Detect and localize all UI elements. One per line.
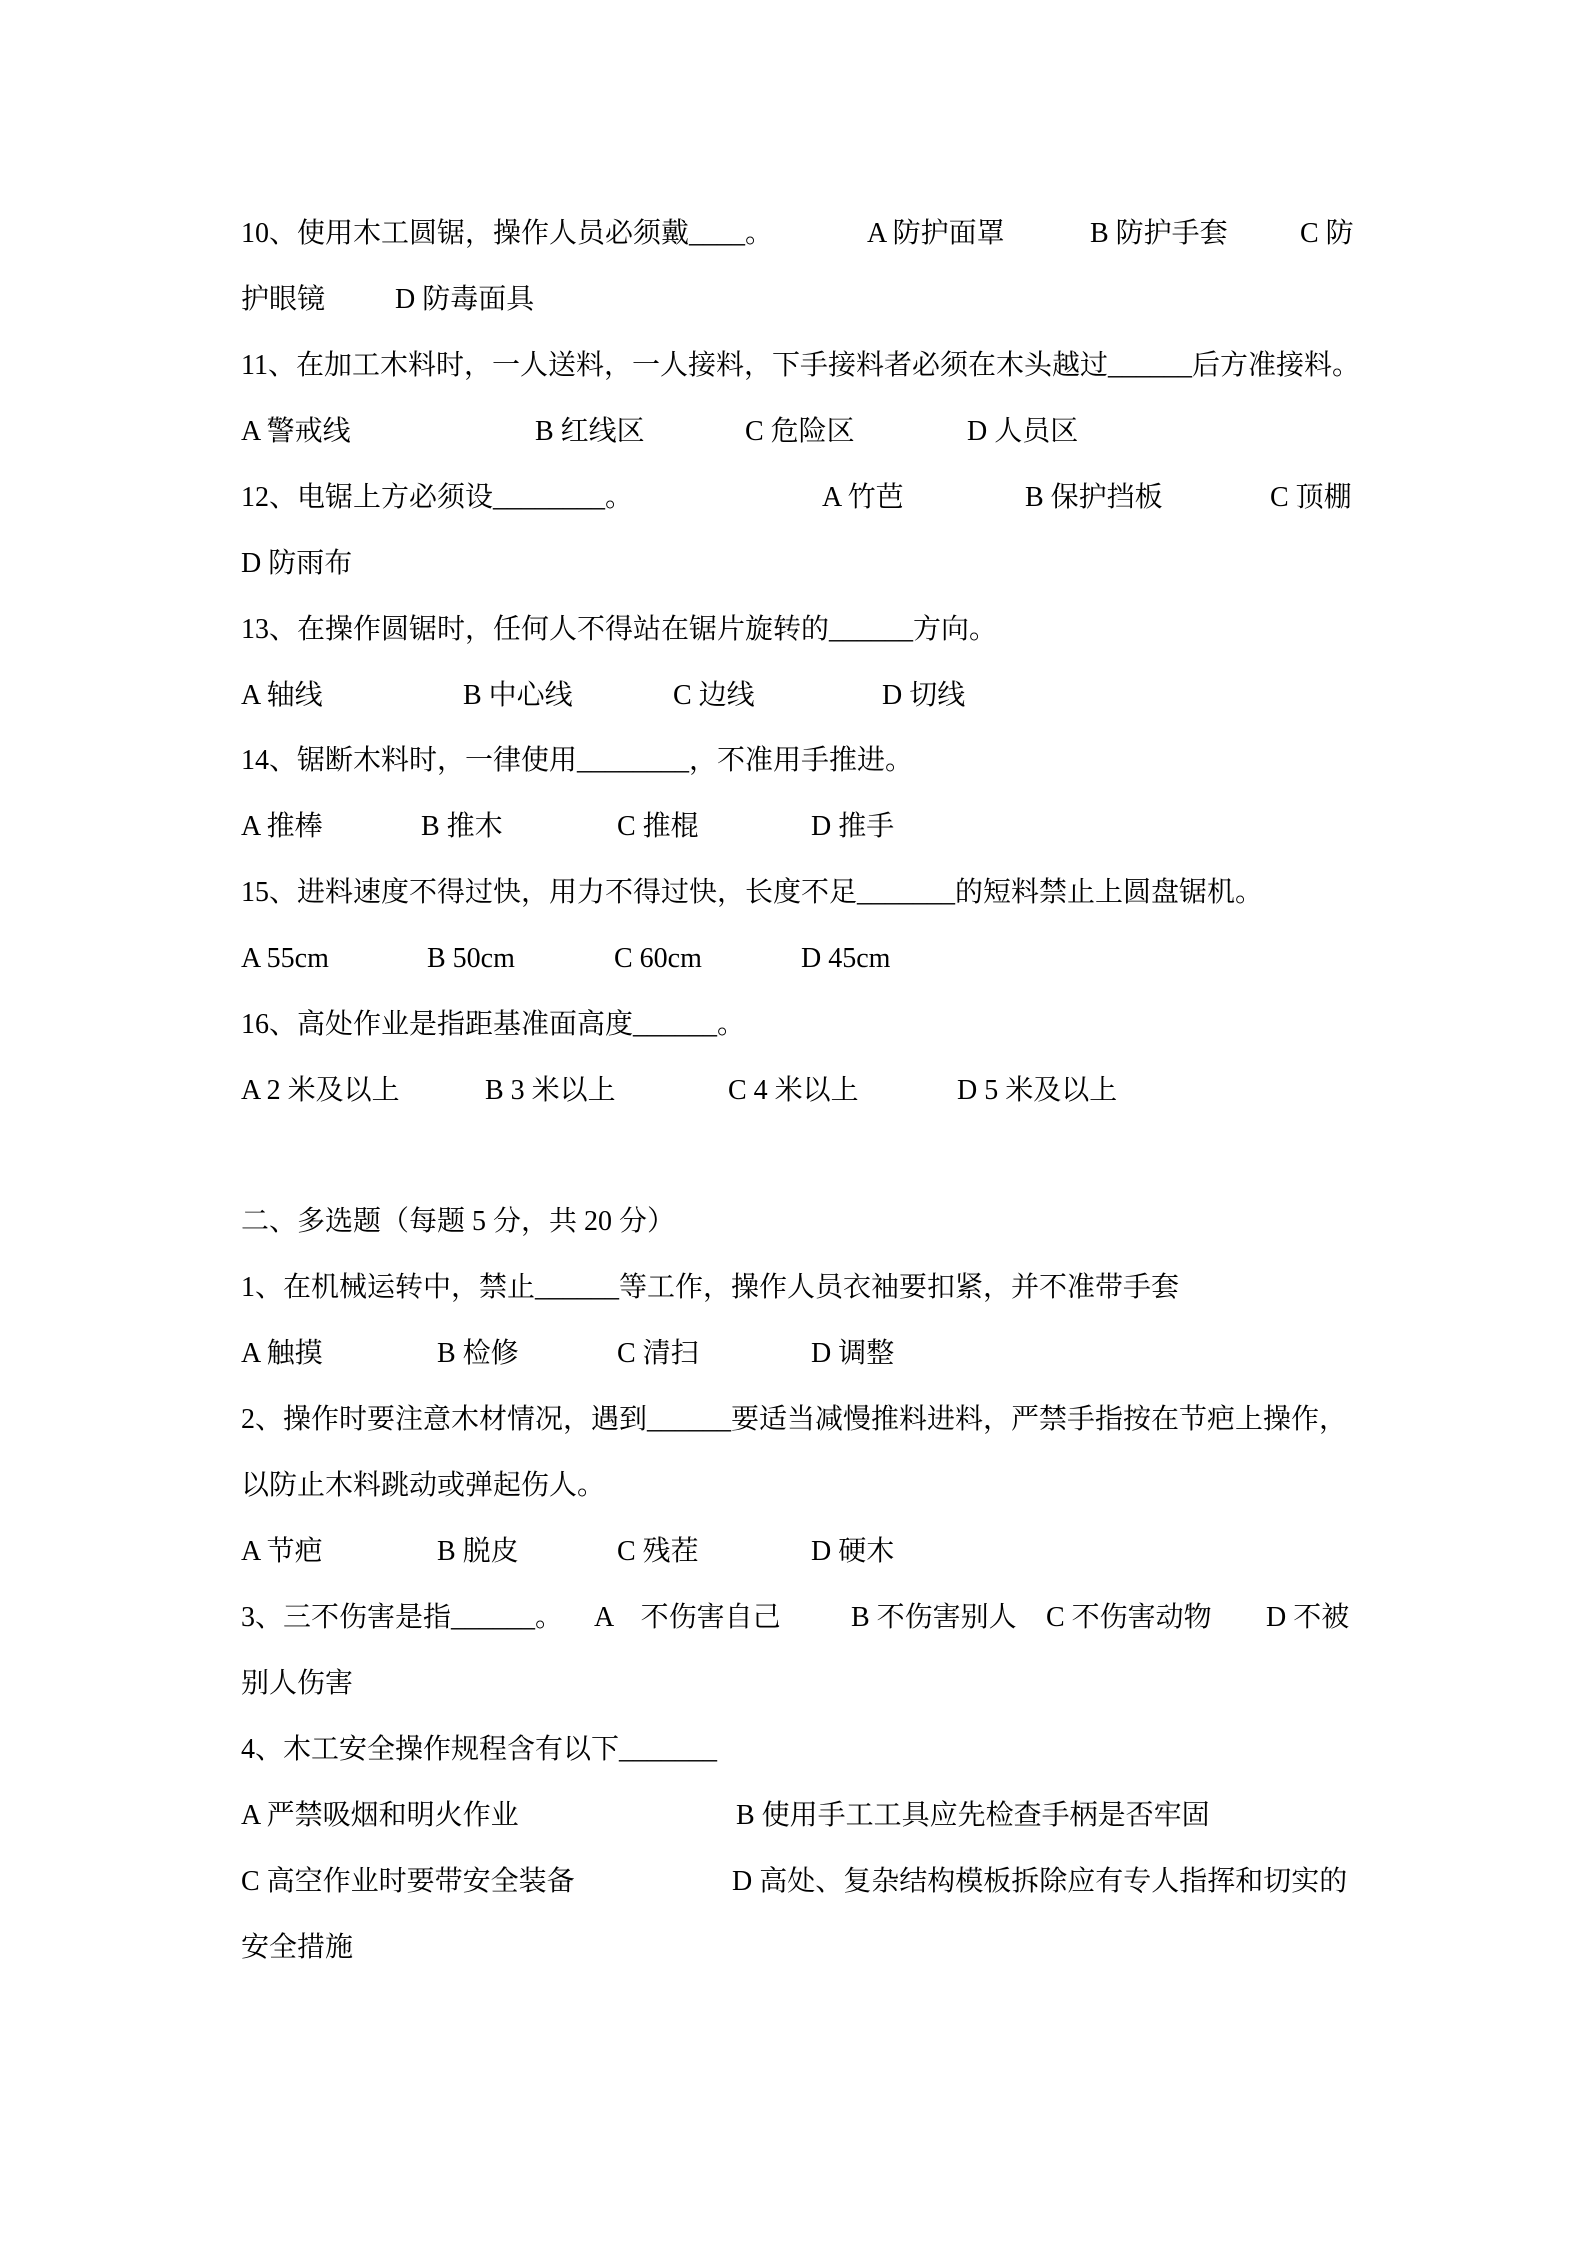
question-16-option-d: D 5 米及以上 [957, 1075, 1118, 1106]
multi-question-3-option-a: A 不伤害自己 [594, 1602, 781, 1633]
question-13-option-c: C 边线 [673, 680, 755, 711]
multi-question-1-option-c: C 清扫 [617, 1338, 699, 1369]
question-14-option-b: B 推木 [421, 811, 503, 842]
question-12-stem: 12、电锯上方必须设________。 [241, 482, 634, 513]
multi-question-4-continuation: 安全措施 [241, 1932, 354, 1963]
question-14-option-a: A 推棒 [241, 811, 323, 842]
question-15-option-b: B 50cm [427, 943, 515, 974]
question-11-option-c: C 危险区 [745, 416, 855, 447]
question-11-option-a: A 警戒线 [241, 416, 351, 447]
question-15-option-a: A 55cm [241, 943, 329, 974]
multi-question-2-stem: 2、操作时要注意木材情况，遇到______要适当减慢推料进料，严禁手指按在节疤上操作， [241, 1404, 1348, 1435]
question-10-option-a: A 防护面罩 [867, 218, 1005, 249]
question-14-option-c: C 推棍 [617, 811, 699, 842]
question-10-option-b: B 防护手套 [1090, 218, 1228, 249]
question-10-option-d: D 防毒面具 [395, 284, 535, 315]
multi-question-3-option-b: B 不伤害别人 [851, 1602, 1017, 1633]
multi-question-3-option-c: C 不伤害动物 [1046, 1602, 1212, 1633]
question-13-option-b: B 中心线 [463, 680, 573, 711]
question-10-option-c: C 防 [1300, 218, 1354, 249]
question-12-option-d: D 防雨布 [241, 548, 353, 579]
question-15-stem: 15、进料速度不得过快，用力不得过快，长度不足_______的短料禁止上圆盘锯机。 [241, 877, 1264, 908]
question-14-stem: 14、锯断木料时，一律使用________，不准用手推进。 [241, 745, 914, 776]
multi-question-2-option-a: A 节疤 [241, 1536, 323, 1567]
question-16-option-c: C 4 米以上 [728, 1075, 859, 1106]
question-12-option-a: A 竹芭 [822, 482, 904, 513]
multi-question-3-stem: 3、三不伤害是指______。 [241, 1602, 564, 1633]
question-13-option-d: D 切线 [882, 680, 966, 711]
question-13-stem: 13、在操作圆锯时，任何人不得站在锯片旋转的______方向。 [241, 614, 998, 645]
question-10-continuation: 护眼镜 [241, 284, 326, 315]
multi-question-3-option-d: D 不被 [1266, 1602, 1350, 1633]
multi-question-1-stem: 1、在机械运转中，禁止______等工作，操作人员衣袖要扣紧，并不准带手套 [241, 1272, 1180, 1303]
question-15-option-d: D 45cm [801, 943, 891, 974]
multi-question-4-option-d: D 高处、复杂结构模板拆除应有专人指挥和切实的 [732, 1866, 1348, 1897]
multi-question-3-continuation: 别人伤害 [241, 1668, 354, 1699]
multi-question-4-stem: 4、木工安全操作规程含有以下_______ [241, 1734, 718, 1765]
question-13-option-a: A 轴线 [241, 680, 323, 711]
question-11-option-b: B 红线区 [535, 416, 645, 447]
multi-question-1-option-a: A 触摸 [241, 1338, 323, 1369]
question-16-stem: 16、高处作业是指距基准面高度______。 [241, 1009, 746, 1040]
multi-question-2-option-c: C 残茬 [617, 1536, 699, 1567]
multi-question-2-continuation: 以防止木料跳动或弹起伤人。 [241, 1470, 606, 1501]
multi-question-2-option-d: D 硬木 [811, 1536, 895, 1567]
section-heading: 二、多选题（每题 5 分，共 20 分） [241, 1206, 676, 1237]
question-12-option-b: B 保护挡板 [1025, 482, 1163, 513]
multi-question-4-option-c: C 高空作业时要带安全装备 [241, 1866, 575, 1897]
question-11-stem: 11、在加工木料时，一人送料，一人接料，下手接料者必须在木头越过______后方准接料。 [241, 350, 1360, 381]
question-14-option-d: D 推手 [811, 811, 895, 842]
multi-question-4-option-a: A 严禁吸烟和明火作业 [241, 1800, 519, 1831]
question-10-stem: 10、使用木工圆锯，操作人员必须戴____。 [241, 218, 774, 249]
multi-question-4-option-b: B 使用手工工具应先检查手柄是否牢固 [736, 1800, 1210, 1831]
question-12-option-c: C 顶棚 [1270, 482, 1352, 513]
question-11-option-d: D 人员区 [967, 416, 1079, 447]
question-16-option-b: B 3 米以上 [485, 1075, 616, 1106]
question-15-option-c: C 60cm [614, 943, 702, 974]
multi-question-1-option-b: B 检修 [437, 1338, 519, 1369]
multi-question-1-option-d: D 调整 [811, 1338, 895, 1369]
question-16-option-a: A 2 米及以上 [241, 1075, 400, 1106]
multi-question-2-option-b: B 脱皮 [437, 1536, 519, 1567]
